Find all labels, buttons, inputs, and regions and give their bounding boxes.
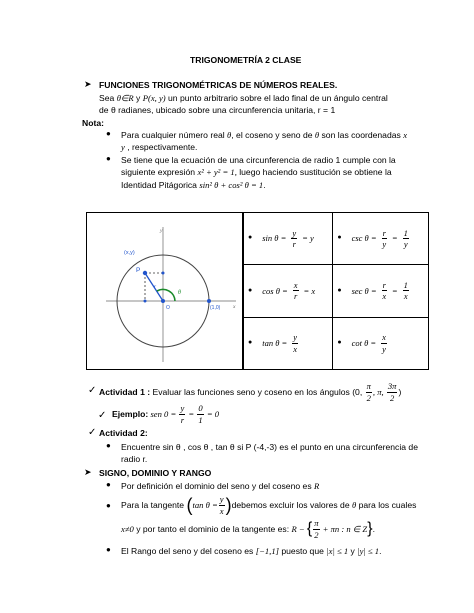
bullet-icon: ● xyxy=(248,286,253,294)
section2-bullet1: Por definición el dominio del seno y del coseno es R xyxy=(121,481,320,491)
point-origin xyxy=(161,299,165,303)
bullet-icon: ● xyxy=(106,501,111,510)
table-row xyxy=(244,265,429,317)
unit-circle-diagram xyxy=(86,212,243,370)
label-y-axis: y xyxy=(160,228,163,234)
nota-bullet2-line1: Se tiene que la ecuación de una circunferencia de radio 1 cumple con la xyxy=(121,155,396,165)
trig-functions-table xyxy=(243,212,429,370)
label-one-zero: (1,0) xyxy=(210,305,221,311)
cell-cos: ● cos θ = $\frac{x}{r}$ = x xyxy=(244,265,333,317)
section2-bullet3: El Rango del seno y del coseno es [−1,1] puesto que |x| ≤ 1 y |y| ≤ 1. xyxy=(121,546,382,556)
point-x-projection xyxy=(144,300,147,303)
nota-bullet1-line1: Para cualquier número real θ, el coseno y seno de θ son las coordenadas x xyxy=(121,130,408,140)
label-theta: θ xyxy=(178,290,181,296)
cell-tan: ● tan θ = $\frac{y}{x}$ xyxy=(244,317,333,369)
bullet-icon: ● xyxy=(106,129,111,138)
label-o: O xyxy=(166,305,170,311)
point-p xyxy=(143,271,147,275)
section1-line1: Sea θ∈R y P(x, y) un punto arbitrario sobre el lado final de un ángulo central xyxy=(99,93,388,103)
arrow-bullet-icon: ➤ xyxy=(84,79,92,89)
bullet-icon: ● xyxy=(337,286,342,294)
arrow-bullet-icon: ➤ xyxy=(84,467,92,477)
actividad2-line2: radio r. xyxy=(121,454,148,464)
actividad2-label: Actividad 2: xyxy=(99,428,148,438)
checkmark-icon: ✓ xyxy=(88,385,97,396)
diagram-border xyxy=(87,213,243,370)
bullet-icon: ● xyxy=(106,545,111,554)
page-title: TRIGONOMETRÍA 2 CLASE xyxy=(190,55,302,65)
checkmark-icon: ✓ xyxy=(98,410,107,421)
section1-line2: de θ radianes, ubicado sobre una circunferencia unitaria, r = 1 xyxy=(99,105,336,115)
section2-bullet2-line2: x≠0 y por tanto el dominio de la tangente es: R − { $\frac{\pi}{2}$ + πn : n ∈ Z } . xyxy=(121,517,375,540)
actividad1-line: Actividad 1 : Evaluar las funciones seno y coseno en los ángulos (0, $\frac{\pi}{2}$ , π, $\frac{3\pi}{2}$ ) xyxy=(99,381,402,403)
cell-csc: ● csc θ = $\frac{r}{y}$ = $\frac{1}{y}$ xyxy=(333,213,429,265)
nota-bullet2-line3: Identidad Pitágorica sin² θ + cos² θ = 1. xyxy=(121,180,266,190)
section2-bullet2-line1: Para la tangente ( tan θ = $\frac{y}{x}$ ) debemos excluir los valores de θ para los cuales xyxy=(121,493,417,516)
cell-sin: ● sin θ = $\frac{y}{r}$ = y xyxy=(244,213,333,265)
nota-bullet1-line2: y , respectivamente. xyxy=(121,142,198,152)
section-heading-functions: FUNCIONES TRIGONOMÉTRICAS DE NÚMEROS REALES. xyxy=(99,80,338,90)
bullet-icon: ● xyxy=(248,234,253,242)
bullet-icon: ● xyxy=(337,234,342,242)
label-r: r xyxy=(154,284,157,290)
bullet-icon: ● xyxy=(106,441,111,450)
nota-label: Nota: xyxy=(82,118,104,128)
cell-sec: ● sec θ = $\frac{r}{x}$ = $\frac{1}{x}$ xyxy=(333,265,429,317)
label-xy: (x,y) xyxy=(124,250,135,256)
actividad2-line1: Encuentre sin θ , cos θ , tan θ si P (-4,-3) es el punto en una circunferencia de xyxy=(121,442,418,452)
point-one-zero xyxy=(207,299,211,303)
bullet-icon: ● xyxy=(106,154,111,163)
table-row xyxy=(244,317,429,369)
section-heading-sign-domain-range: SIGNO, DOMINIO Y RANGO xyxy=(99,468,212,478)
point-y-projection xyxy=(162,272,165,275)
label-p: P xyxy=(136,267,141,274)
checkmark-icon: ✓ xyxy=(88,427,97,438)
label-x-axis: x xyxy=(233,304,236,310)
bullet-icon: ● xyxy=(248,338,253,346)
bullet-icon: ● xyxy=(106,480,111,489)
table-row xyxy=(244,213,429,265)
bullet-icon: ● xyxy=(337,338,342,346)
nota-bullet2-line2: siguiente expresión x² + y² = 1, luego haciendo sustitución se obtiene la xyxy=(121,167,392,177)
ejemplo-line: Ejemplo: sen 0 = $\frac{y}{r}$ = $\frac{0}{1}$ = 0 xyxy=(112,403,220,425)
cell-cot: ● cot θ = $\frac{x}{y}$ xyxy=(333,317,429,369)
